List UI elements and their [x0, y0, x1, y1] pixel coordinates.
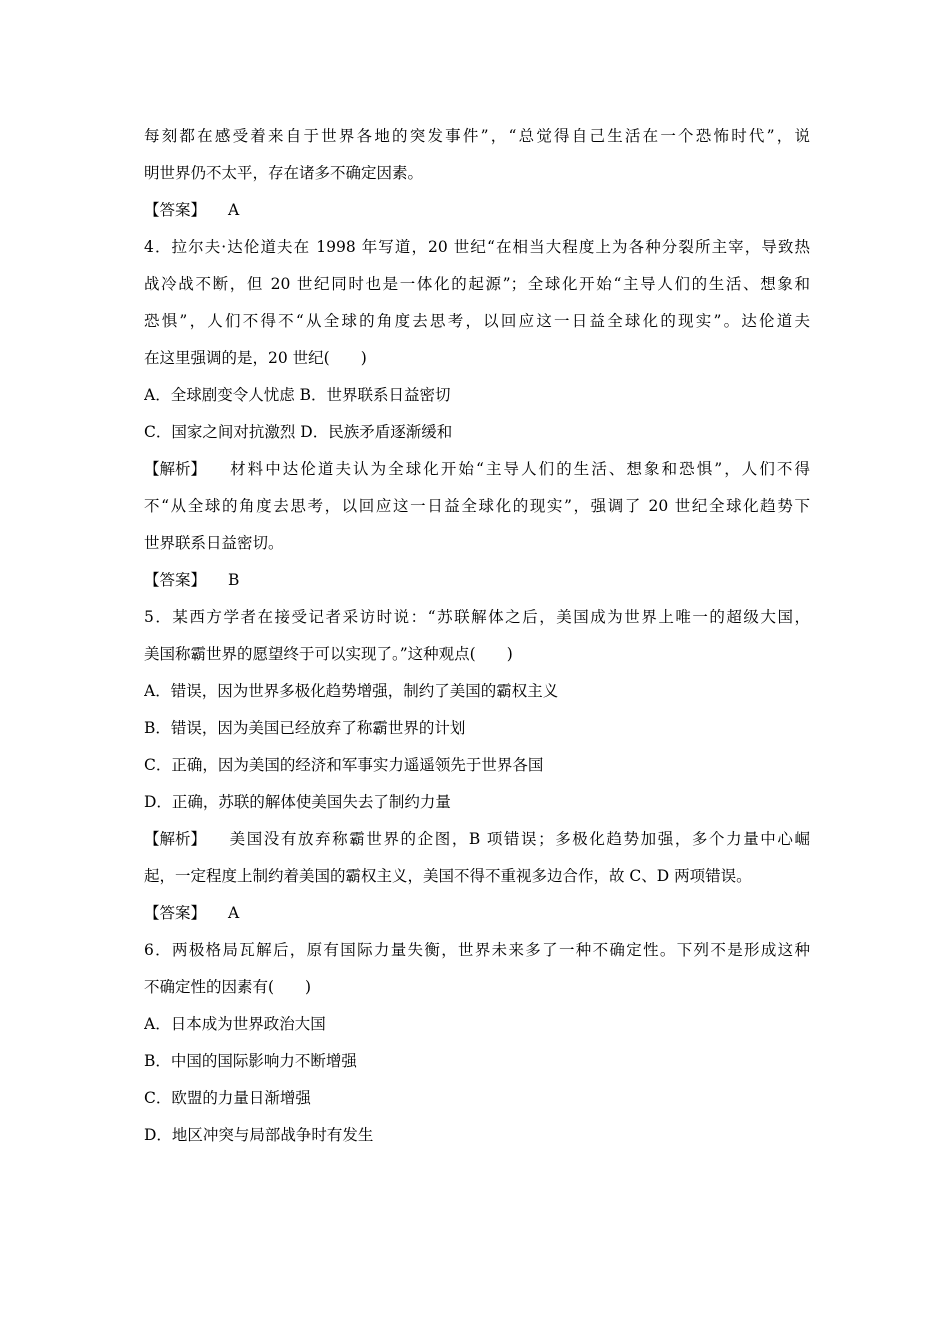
answer-value: A: [228, 904, 240, 922]
q4-analysis-line-3: 世界联系日益密切。: [144, 534, 284, 552]
q4-stem-line-1: 4．拉尔夫·达伦道夫在 1998 年写道，20 世纪“在相当大程度上为各种分裂所主宰，导致热: [144, 238, 810, 256]
q5-analysis-line-1: [144, 821, 810, 858]
q5-analysis-line-2: 起，一定程度上制约着美国的霸权主义，美国不得不重视多边合作，故 C、D 两项错误。: [144, 867, 752, 885]
q4-analysis-line-1: [144, 451, 810, 488]
question-5: [144, 599, 810, 932]
q4-answer: [144, 562, 810, 599]
q6-stem-line-1: 6．两极格局瓦解后，原有国际力量失衡，世界未来多了一种不确定性。下列不是形成这种: [144, 941, 810, 959]
q4-stem-line-3: 恐惧”，人们不得不“从全球的角度去思考，以回应这一日益全球化的现实”。达伦道夫: [144, 312, 810, 330]
analysis-text: 材料中达伦道夫认为全球化开始“主导人们的生活、想象和恐惧”，人们不得: [228, 460, 810, 478]
q6-option-a: A．日本成为世界政治大国: [144, 1015, 326, 1033]
q4-option-line-2: C．国家之间对抗激烈 D．民族矛盾逐渐缓和: [144, 423, 453, 441]
answer-label: 【答案】: [144, 201, 207, 219]
question-4: [144, 229, 810, 599]
q4-analysis-line-2: 不“从全球的角度去思考，以回应这一日益全球化的现实”，强调了 20 世纪全球化趋势下: [144, 497, 810, 515]
q6-option-b: B．中国的国际影响力不断增强: [144, 1052, 357, 1070]
q5-stem-line-1: 5．某西方学者在接受记者采访时说：“苏联解体之后，美国成为世界上唯一的超级大国，: [144, 608, 810, 626]
answer-label: 【答案】: [144, 571, 207, 589]
intro-line-2: 明世界仍不太平，存在诸多不确定因素。: [144, 164, 424, 182]
q5-answer: [144, 895, 810, 932]
q5-option-b: B．错误，因为美国已经放弃了称霸世界的计划: [144, 719, 466, 737]
intro-line-1: 每刻都在感受着来自于世界各地的突发事件”，“总觉得自己生活在一个恐怖时代”，说: [144, 127, 810, 145]
intro-answer: [144, 192, 810, 229]
document-page: [144, 118, 810, 1154]
q5-option-a: A．错误，因为世界多极化趋势增强，制约了美国的霸权主义: [144, 682, 559, 700]
q6-option-c: C．欧盟的力量日渐增强: [144, 1089, 311, 1107]
analysis-label: 【解析】: [144, 830, 207, 848]
q5-option-d: D．正确，苏联的解体使美国失去了制约力量: [144, 793, 451, 811]
q5-stem-line-2: 美国称霸世界的愿望终于可以实现了。”这种观点( ): [144, 645, 513, 663]
q4-stem-line-4: 在这里强调的是，20 世纪( ): [144, 349, 367, 367]
question-6: [144, 932, 810, 1154]
answer-value: B: [228, 571, 240, 589]
answer-value: A: [228, 201, 240, 219]
intro-paragraph: [144, 118, 810, 192]
q4-option-line-1: A．全球剧变令人忧虑 B．世界联系日益密切: [144, 386, 451, 404]
analysis-text: 美国没有放弃称霸世界的企图，B 项错误；多极化趋势加强，多个力量中心崛: [228, 830, 810, 848]
q4-stem-line-2: 战冷战不断，但 20 世纪同时也是一体化的起源”；全球化开始“主导人们的生活、想象和: [144, 275, 810, 293]
q6-option-d: D．地区冲突与局部战争时有发生: [144, 1126, 374, 1144]
q5-option-c: C．正确，因为美国的经济和军事实力遥遥领先于世界各国: [144, 756, 544, 774]
analysis-label: 【解析】: [144, 460, 207, 478]
q6-stem-line-2: 不确定性的因素有( ): [144, 978, 312, 996]
answer-label: 【答案】: [144, 904, 207, 922]
